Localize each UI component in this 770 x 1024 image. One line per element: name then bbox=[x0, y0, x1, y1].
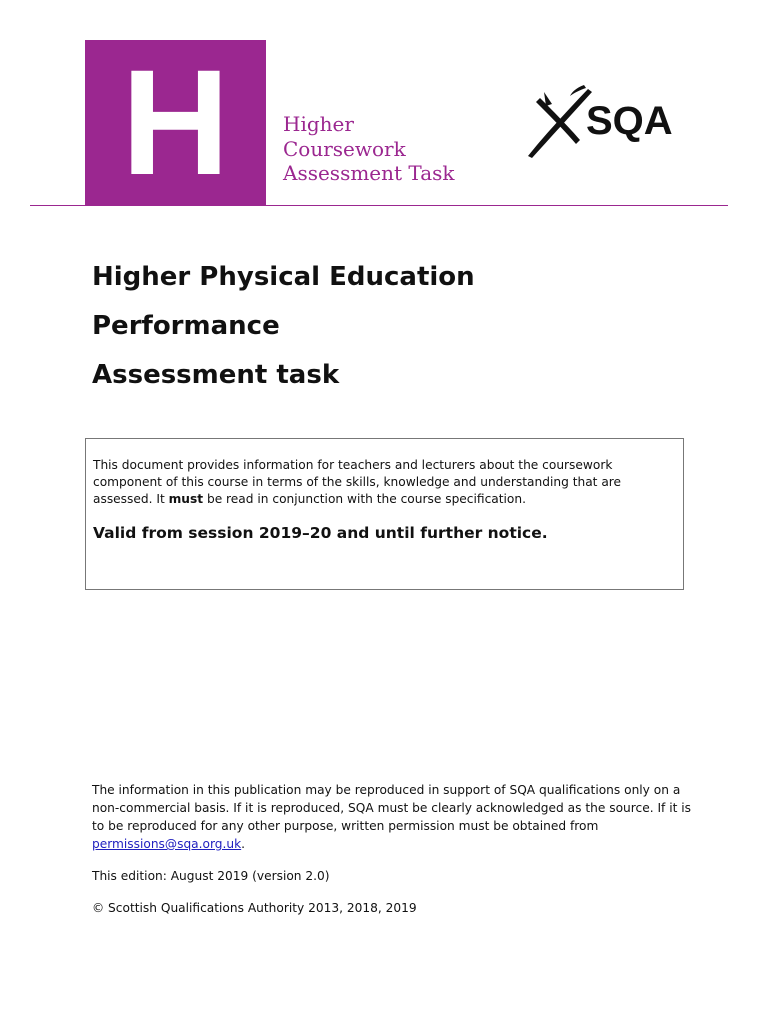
reproduction-text: The information in this publication may be reproduced in support of SQA qualifications only on a non-commercial basis. If it is reproduced, SQA must be clearly acknowledged as the source. If it is to be reproduced for any other purpose, written permission must be obtained from bbox=[92, 783, 691, 833]
higher-h-block bbox=[85, 40, 266, 205]
info-box bbox=[85, 438, 684, 590]
header-title-line-1: Higher bbox=[283, 112, 354, 136]
header-title-line-2: Coursework bbox=[283, 136, 406, 161]
header-title-line-3: Assessment Task bbox=[283, 161, 455, 185]
higher-h-letter: H bbox=[121, 40, 230, 205]
document-title-line-1: Higher Physical Education bbox=[92, 262, 475, 292]
reproduction-text-end: . bbox=[241, 837, 246, 851]
sqa-logo bbox=[526, 84, 676, 159]
sqa-x-logo-icon bbox=[526, 84, 676, 159]
header-title bbox=[283, 112, 455, 186]
reproduction-notice bbox=[92, 781, 692, 853]
info-text-before: This document provides information for teachers and lecturers about the coursework component of this course in terms of the skills, knowledge and understanding that are assessed. It bbox=[93, 458, 622, 506]
info-text-emphasis: must bbox=[168, 492, 204, 506]
copyright-notice: © Scottish Qualifications Authority 2013, 2018, 2019 bbox=[92, 901, 417, 915]
permissions-email-link[interactable]: permissions@sqa.org.uk bbox=[92, 837, 242, 851]
info-description bbox=[93, 457, 673, 508]
info-text-after: be read in conjunction with the course specification. bbox=[203, 492, 526, 506]
document-title-line-2: Performance bbox=[92, 311, 280, 341]
footer bbox=[92, 781, 692, 917]
validity-notice: Valid from session 2019–20 and until further notice. bbox=[93, 524, 548, 542]
header-divider bbox=[30, 205, 728, 206]
document-title bbox=[92, 253, 475, 400]
edition-info: This edition: August 2019 (version 2.0) bbox=[92, 869, 330, 883]
document-title-line-3: Assessment task bbox=[92, 360, 340, 390]
sqa-logo-text: SQA bbox=[586, 99, 673, 143]
